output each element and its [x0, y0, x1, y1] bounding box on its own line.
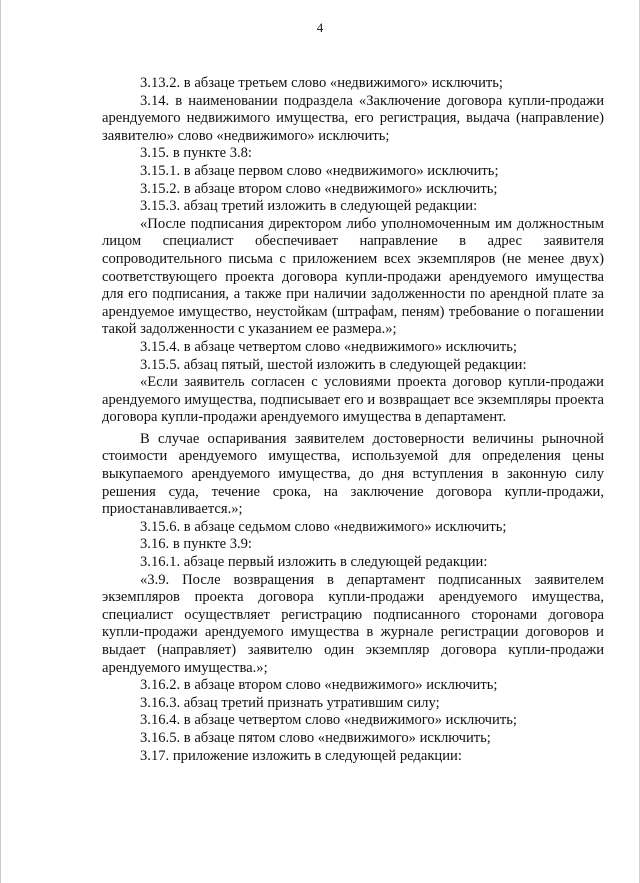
paragraph-3-15: 3.15. в пункте 3.8:	[140, 145, 252, 162]
paragraph-3-14: 3.14. в наименовании подраздела «Заключение договора купли-продажи арендуемого недвижимого имущества, его регистрация, выдача (направление) заявителю» слово «недвижимого» исключить;	[102, 92, 604, 144]
paragraph-3-15-5: 3.15.5. абзац пятый, шестой изложить в следующей редакции:	[140, 356, 527, 373]
document-body	[102, 75, 604, 765]
paragraph-3-16-3: 3.16.3. абзац третий признать утратившим силу;	[140, 694, 440, 711]
paragraph-3-13-2: 3.13.2. в абзаце третьем слово «недвижимого» исключить;	[140, 75, 503, 91]
paragraph-3-15-1: 3.15.1. в абзаце первом слово «недвижимого» исключить;	[140, 162, 499, 179]
paragraph-3-17: 3.17. приложение изложить в следующей редакции:	[140, 747, 462, 764]
paragraph-3-16-1: 3.16.1. абзаце первый изложить в следующей редакции:	[140, 554, 488, 571]
quoted-paragraph-signing: «После подписания директором либо уполномоченным им должностным лицом специалист обеспечивает направление в адрес заявителя сопроводительного письма с приложением всех экземпляров (не менее двух) соответствующего проекта договора купли-продажи арендуемого имущества для его подписания, а также при наличии задолженности по арендной плате за арендуемое имущество, неустойкам (штрафам, пеням) требование о погашении такой задолженности с указанием ее размера.»;	[102, 215, 604, 338]
quoted-paragraph-dispute: В случае оспаривания заявителем достоверности величины рыночной стоимости арендуемого имущества, используемой для определения цены выкупаемого арендуемого имущества, до дня вступления в законную силу решения суда, течение срока, на заключение договора купли-продажи, приостанавливается.»;	[102, 430, 604, 518]
paragraph-3-15-4: 3.15.4. в абзаце четвертом слово «недвижимого» исключить;	[140, 338, 517, 355]
paragraph-3-15-3: 3.15.3. абзац третий изложить в следующей редакции:	[140, 198, 478, 215]
quoted-paragraph-3-9: «3.9. После возвращения в департамент подписанных заявителем экземпляров проекта договора купли-продажи арендуемого имущества, специалист осуществляет регистрацию подписанного сторонами договора купли-продажи арендуемого имущества в журнале регистрации договоров и выдает (направляет) заявителю один экземпляр договора купли-продажи арендуемого имущества.»;	[102, 571, 604, 676]
paragraph-3-16-5: 3.16.5. в абзаце пятом слово «недвижимого» исключить;	[140, 729, 491, 746]
paragraph-3-15-2: 3.15.2. в абзаце втором слово «недвижимого» исключить;	[140, 180, 498, 197]
paragraph-3-15-6: 3.15.6. в абзаце седьмом слово «недвижимого» исключить;	[140, 518, 507, 535]
paragraph-3-16: 3.16. в пункте 3.9:	[140, 536, 252, 553]
page-number: 4	[316, 20, 324, 35]
paragraph-3-16-2: 3.16.2. в абзаце втором слово «недвижимого» исключить;	[140, 677, 498, 694]
paragraph-3-16-4: 3.16.4. в абзаце четвертом слово «недвижимого» исключить;	[140, 712, 517, 729]
quoted-paragraph-agreement: «Если заявитель согласен с условиями проекта договор купли-продажи арендуемого имущества, подписывает его и возвращает все экземпляры проекта договора купли-продажи арендуемого имущества в департамент.	[102, 374, 604, 426]
